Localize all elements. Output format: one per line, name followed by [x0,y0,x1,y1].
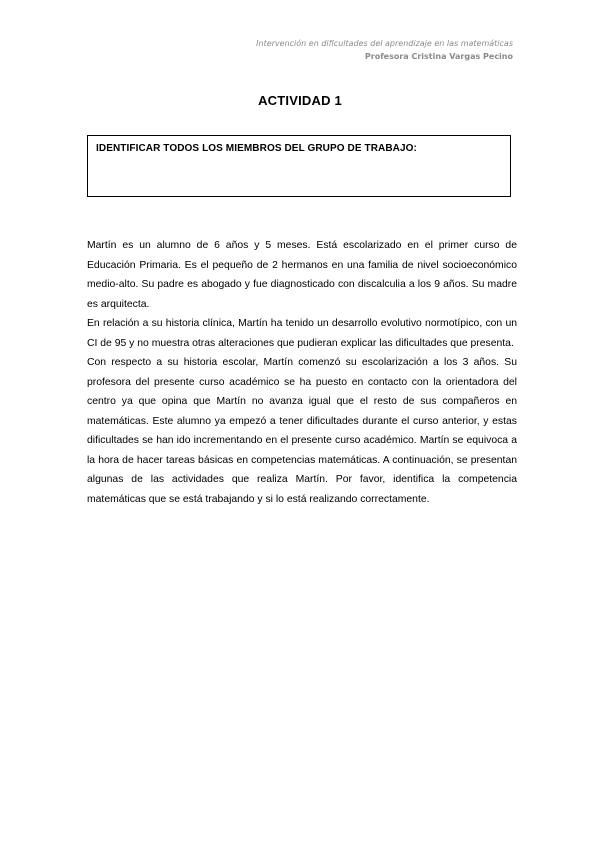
paragraph-school-history: Con respecto a su historia escolar, Martín comenzó su escolarización a los 3 años. Su profesora del presente curso académico se ha puesto en contacto con la orientadora del centro ya que opina que Martín no avanza igual que el resto de sus compañeros en matemáticas. Este alumno ya empezó a tener dificultades durante el curso anterior, y estas dificultades se han ido incrementando en el presente curso académico. Martín se equivoca a la hora de hacer tareas básicas en competencias matemáticas. A continuación, se presentan algunas de las actividades que realiza Martín. Por favor, identifica la competencia matemáticas que se está trabajando y si lo está realizando correctamente. [87,357,517,505]
team-members-box[interactable] [87,135,511,197]
activity-title: ACTIVIDAD 1 [258,93,342,108]
author-name: Profesora Cristina Vargas Pecino [364,52,513,61]
case-description [87,236,517,509]
course-subtitle: Intervención en dificultades del aprendizaje en las matemáticas [256,39,513,48]
page-header [256,37,513,63]
team-members-label: IDENTIFICAR TODOS LOS MIEMBROS DEL GRUPO DE TRABAJO: [96,143,417,154]
paragraph-profile: Martín es un alumno de 6 años y 5 meses. Está escolarizado en el primer curso de Educación Primaria. Es el pequeño de 2 hermanos en una familia de nivel socioeconómico medio-alto. Su padre es abogado y fue diagnosticado con discalculia a los 9 años. Su madre es arquitecta. [87,240,517,310]
paragraph-clinical-history: En relación a su historia clínica, Martín ha tenido un desarrollo evolutivo normotípico, con un CI de 95 y no muestra otras alteraciones que pudieran explicar las dificultades que presenta. [87,318,517,349]
